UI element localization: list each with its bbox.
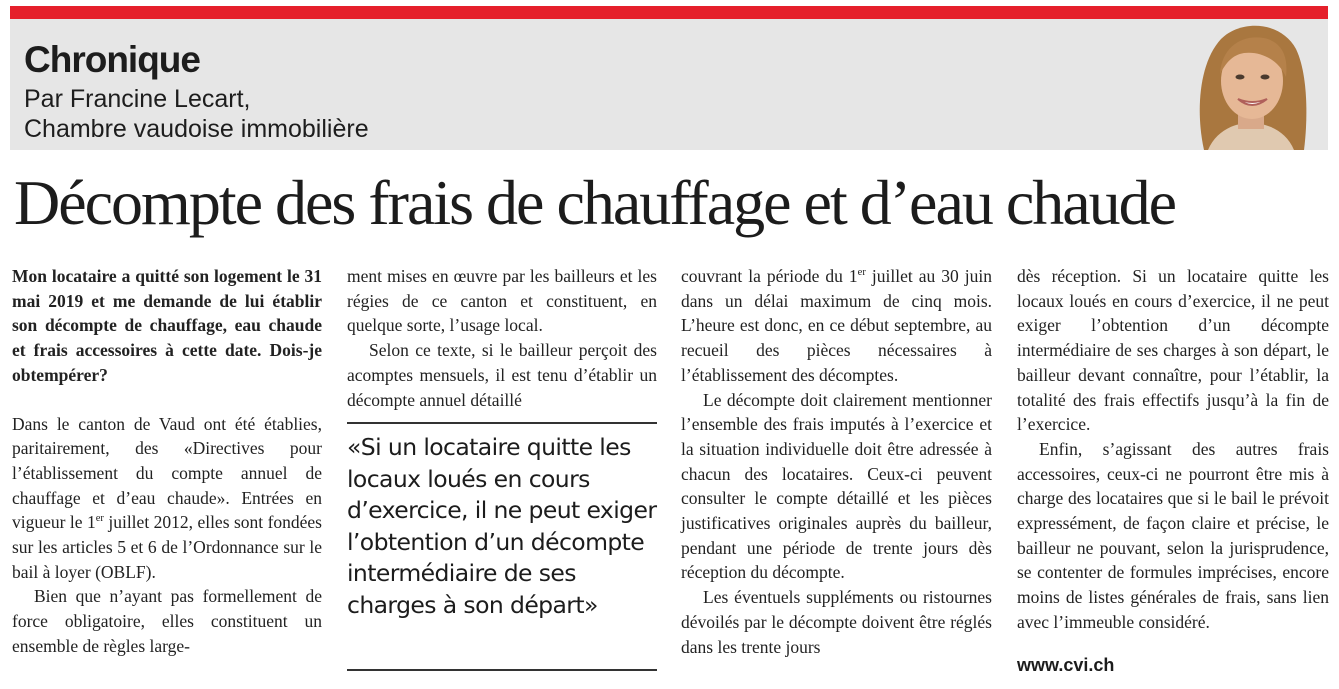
article-column-4	[1017, 264, 1329, 635]
paragraph	[681, 264, 992, 388]
text-run: juillet au 30 juin dans un délai maximum de cinq mois. L’heure est donc, en ce début septembre, au recueil des pièces nécessaires à l’établissement des décomptes.	[681, 266, 992, 385]
superscript: er	[857, 267, 866, 279]
paragraph: Selon ce texte, si le bailleur perçoit des acomptes mensuels, il est tenu d’établir un décompte annuel détaillé	[347, 340, 657, 410]
text-run: juillet 2012, elles sont fondées sur les articles 5 et 6 de l’Ordonnance sur le bail à loyer (OBLF).	[12, 512, 322, 582]
lead-question: Mon locataire a quitté son logement le 31 mai 2019 et me demande de lui établir son décompte de chauffage, eau chaude et frais accessoires à cette date. Dois-je obtempérer?	[12, 266, 322, 385]
website-link[interactable]: www.cvi.ch	[1017, 655, 1115, 675]
text-run: couvrant la période du 1	[681, 266, 858, 286]
author-line: Par Francine Lecart,	[24, 85, 251, 113]
article-column-1	[12, 264, 322, 659]
paragraph: Enfin, s’agissant des autres frais accessoires, ceux-ci ne pourront être mis à charge des locataires que si le bail le prévoit expressément, de façon claire et précise, le bailleur ne pouvant, selon la jurisprudence, se contenter de formules imprécises, encore moins de listes générales de frais, sans lien avec l’immeuble considéré.	[1017, 438, 1329, 632]
article-column-3	[681, 264, 992, 659]
organisation-line: Chambre vaudoise immobilière	[24, 115, 369, 143]
article-column-2	[347, 264, 657, 412]
pull-quote-text: «Si un locataire quitte les locaux loués en cours d’exercice, il ne peut exiger l’obtention d’un décompte intermédiaire de ses charges à son départ»	[347, 433, 657, 619]
superscript: er	[95, 513, 104, 525]
byline	[24, 84, 369, 144]
paragraph: Les éventuels suppléments ou ristournes dévoilés par le décompte doivent être réglés dans les trente jours	[681, 587, 992, 657]
paragraph: ment mises en œuvre par les bailleurs et les régies de ce canton et constituent, en quelque sorte, l’usage local.	[347, 266, 657, 336]
top-accent-bar	[10, 6, 1328, 19]
paragraph	[12, 412, 322, 585]
paragraph: Le décompte doit clairement mentionner l’ensemble des frais imputés à l’exercice et la situation individuelle doit être adressée à chacun des locataires. Ceux-ci peuvent consulter le compte détaillé et les pièces justificatives originales auprès du bailleur, pendant une période de trente jours dès réception du décompte.	[681, 389, 992, 583]
text-run: Dans le canton de Vaud ont été établies, paritairement, des «Directives pour l’établissement du compte annuel de chauffage et d’eau chaude». Entrées en vigueur le 1	[12, 413, 322, 533]
article-headline: Décompte des frais de chauffage et d’eau chaude	[14, 167, 1176, 238]
pull-quote	[347, 422, 657, 671]
paragraph: dès réception. Si un locataire quitte les locaux loués en cours d’exercice, il ne peut exiger l’obtention d’un décompte intermédiaire de ses charges à son départ, le bailleur devant connaître, pour l’établir, la totalité des frais effectifs jusqu’à la fin de l’exercice.	[1017, 266, 1329, 435]
paragraph: Bien que n’ayant pas formellement de force obligatoire, elles constituent un ensemble de règles large-	[12, 586, 322, 656]
rubric-title: Chronique	[24, 39, 200, 80]
author-portrait	[1186, 19, 1313, 150]
